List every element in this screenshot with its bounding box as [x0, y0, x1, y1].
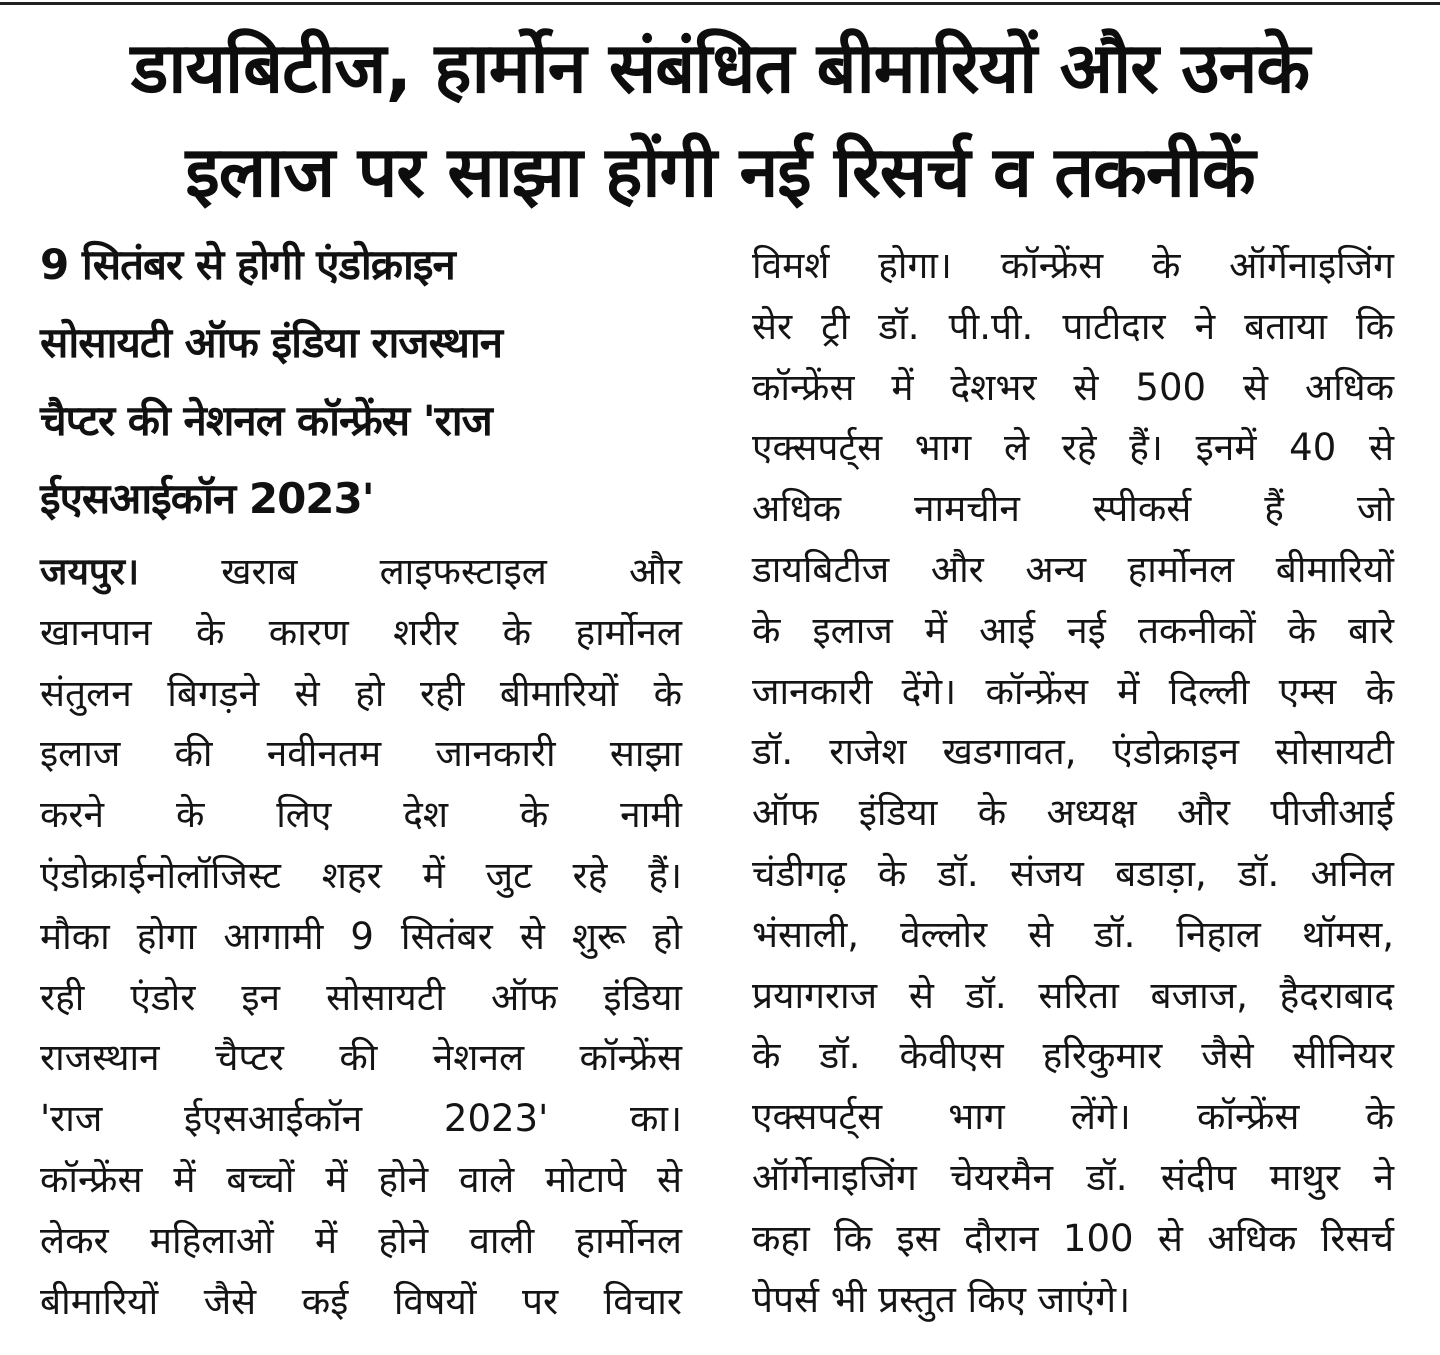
headline-line-1: डायबिटीज, हार्मोन संबंधित बीमारियों और उनके [130, 27, 1310, 109]
left-article-body [40, 542, 682, 1332]
article-line: 'राज ईएसआईकॉन 2023' का। [40, 1097, 682, 1141]
article-line: के इलाज में आई नई तकनीकों के बारे [752, 608, 1394, 652]
top-rule [0, 2, 1440, 5]
article-line: खानपान के कारण शरीर के हार्मोनल [40, 610, 682, 654]
article-line: डॉ. राजेश खडगावत, एंडोक्राइन सोसायटी [752, 730, 1394, 774]
article-line: कॉन्फ्रेंस में देशभर से 500 से अधिक [752, 365, 1394, 409]
article-line: लेकर महिलाओं में होने वाली हार्मोनल [40, 1218, 682, 1262]
right-article-body [752, 236, 1394, 1330]
subheadline-line-4: ईएसआईकॉन 2023' [40, 474, 374, 523]
article-line: रही एंडोर इन सोसायटी ऑफ इंडिया [40, 975, 682, 1019]
left-column [40, 226, 682, 1332]
dateline: जयपुर। [40, 550, 140, 593]
article-line: एक्सपर्ट्स भाग ले रहे हैं। इनमें 40 से [752, 426, 1394, 470]
article-line: सेर ट्री डॉ. पी.पी. पाटीदार ने बताया कि [752, 304, 1394, 348]
subheadline-line-1: 9 सितंबर से होगी एंडोक्राइन [40, 240, 455, 289]
article-line: करने के लिए देश के नामी [40, 793, 682, 837]
right-column [752, 236, 1394, 1330]
article-line: अधिक नामचीन स्पीकर्स हैं जो [752, 487, 1394, 531]
article-line: जानकारी देंगे। कॉन्फ्रेंस में दिल्ली एम्स के [752, 669, 1394, 713]
subheadline-line-2: सोसायटी ऑफ इंडिया राजस्थान [40, 318, 503, 367]
article-line: कॉन्फ्रेंस में बच्चों में होने वाले मोटापे से [40, 1157, 682, 1201]
article-line: चंडीगढ़ के डॉ. संजय बडाड़ा, डॉ. अनिल [752, 851, 1394, 895]
article-line: राजस्थान चैप्टर की नेशनल कॉन्फ्रेंस [40, 1036, 682, 1080]
article-line: बीमारियों जैसे कई विषयों पर विचार [40, 1279, 682, 1323]
article-line [40, 542, 682, 603]
article-line: ऑफ इंडिया के अध्यक्ष और पीजीआई [752, 791, 1394, 835]
article-line: प्रयागराज से डॉ. सरिता बजाज, हैदराबाद [752, 973, 1394, 1017]
article-line: कहा कि इस दौरान 100 से अधिक रिसर्च [752, 1216, 1394, 1260]
article-line: डायबिटीज और अन्य हार्मोनल बीमारियों [752, 547, 1394, 591]
article-line: मौका होगा आगामी 9 सितंबर से शुरू हो [40, 914, 682, 958]
headline [30, 16, 1410, 224]
subheadline-line-3: चैप्टर की नेशनल कॉन्फ्रेंस 'राज [40, 396, 492, 445]
article-line-text: खराब लाइफस्टाइल और [139, 550, 682, 593]
article-line: एंडोक्राईनोलॉजिस्ट शहर में जुट रहे हैं। [40, 853, 682, 897]
article-line: विमर्श होगा। कॉन्फ्रेंस के ऑर्गेनाइजिंग [752, 244, 1394, 287]
article-line: इलाज की नवीनतम जानकारी साझा [40, 732, 682, 776]
article-line: के डॉ. केवीएस हरिकुमार जैसे सीनियर [752, 1034, 1394, 1078]
article-line: भंसाली, वेल्लोर से डॉ. निहाल थॉमस, [752, 912, 1394, 956]
subheadline [40, 226, 682, 538]
article-line: पेपर्स भी प्रस्तुत किए जाएंगे। [752, 1277, 1131, 1321]
article-line: एक्सपर्ट्स भाग लेंगे। कॉन्फ्रेंस के [752, 1095, 1394, 1139]
headline-line-2: इलाज पर साझा होंगी नई रिसर्च व तकनीकें [185, 131, 1255, 213]
article-line: ऑर्गेनाइजिंग चेयरमैन डॉ. संदीप माथुर ने [752, 1155, 1394, 1199]
article-line: संतुलन बिगड़ने से हो रही बीमारियों के [40, 671, 682, 715]
